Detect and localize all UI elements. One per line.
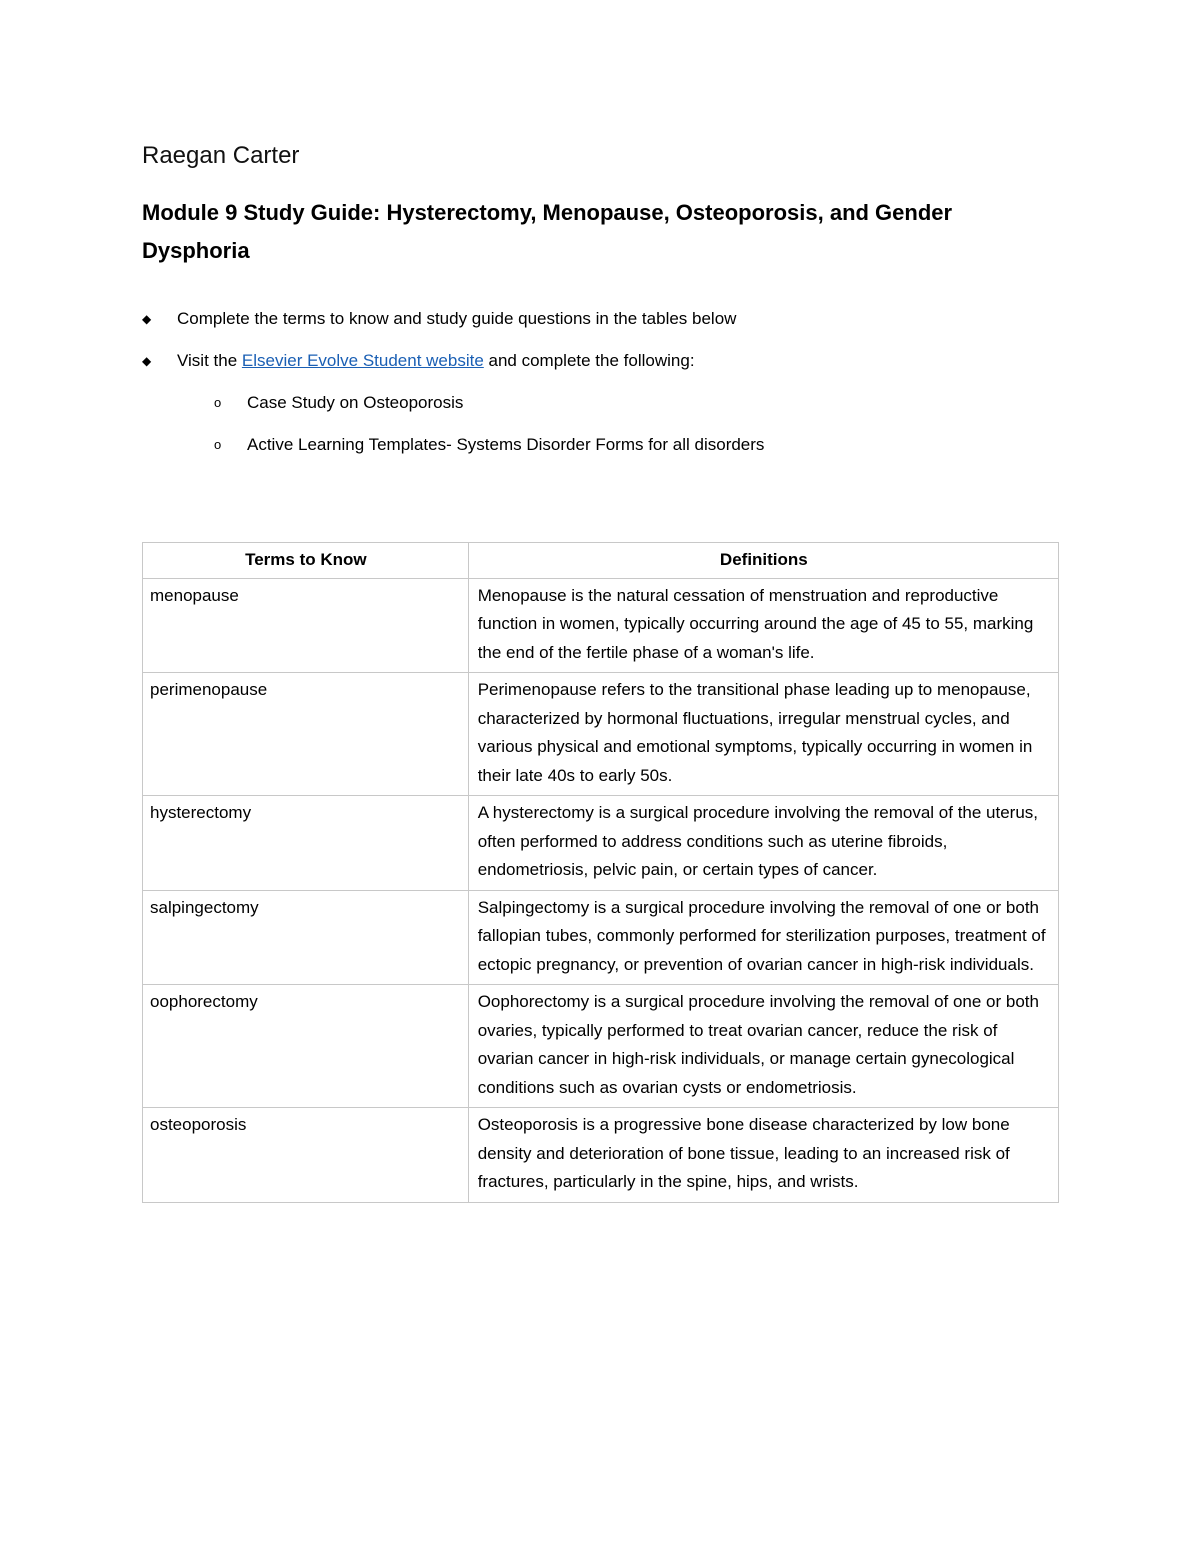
- definition-cell: A hysterectomy is a surgical procedure involving the removal of the uterus, often performed to address conditions such as uterine fibroids, endometriosis, pelvic pain, or certain types of cancer.: [468, 796, 1058, 891]
- definition-cell: Perimenopause refers to the transitional phase leading up to menopause, characterized by hormonal fluctuations, irregular menstrual cycles, and various physical and emotional symptoms, typically occurring in women in their late 40s to early 50s.: [468, 673, 1058, 796]
- column-header-definitions: Definitions: [468, 543, 1058, 579]
- instruction-text: Complete the terms to know and study guide questions in the tables below: [177, 309, 737, 328]
- sub-bullet-icon: o: [214, 395, 222, 410]
- instruction-prefix: Visit the: [177, 351, 242, 370]
- sub-instruction-item: [142, 389, 1062, 431]
- bullet-icon: ◆: [142, 354, 152, 368]
- sub-bullet-icon: o: [214, 437, 222, 452]
- terms-table: [142, 542, 1059, 1203]
- table-row: [143, 890, 1059, 985]
- evolve-website-link[interactable]: Elsevier Evolve Student website: [241, 351, 484, 370]
- instruction-text: [177, 347, 695, 375]
- term-cell: perimenopause: [143, 673, 469, 796]
- sub-instruction-text: Active Learning Templates- Systems Disorder Forms for all disorders: [247, 435, 765, 454]
- column-header-terms: Terms to Know: [143, 543, 469, 579]
- definition-cell: Oophorectomy is a surgical procedure involving the removal of one or both ovaries, typically performed to treat ovarian cancer, reduce the risk of ovarian cancer in high-risk individuals, or manage certain gynecological conditions such as ovarian cysts or endometriosis.: [468, 985, 1058, 1108]
- table-row: [143, 985, 1059, 1108]
- table-row: [143, 1108, 1059, 1203]
- author-name: Raegan Carter: [142, 142, 300, 169]
- bullet-icon: ◆: [142, 312, 152, 326]
- term-cell: salpingectomy: [143, 890, 469, 985]
- document-title: Module 9 Study Guide: Hysterectomy, Menopause, Osteoporosis, and Gender Dysphoria: [142, 200, 953, 263]
- definition-cell: Menopause is the natural cessation of menstruation and reproductive function in women, typically occurring around the age of 45 to 55, marking the end of the fertile phase of a woman's life.: [468, 578, 1058, 673]
- table-row: [143, 796, 1059, 891]
- term-cell: hysterectomy: [143, 796, 469, 891]
- instruction-suffix: and complete the following:: [483, 351, 695, 370]
- instruction-item: [142, 347, 1062, 389]
- sub-instruction-item: [142, 431, 1062, 473]
- term-cell: menopause: [143, 578, 469, 673]
- definition-cell: Osteoporosis is a progressive bone disease characterized by low bone density and deterioration of bone tissue, leading to an increased risk of fractures, particularly in the spine, hips, and wrists.: [468, 1108, 1058, 1203]
- sub-instruction-text: Case Study on Osteoporosis: [247, 393, 464, 412]
- term-cell: oophorectomy: [143, 985, 469, 1108]
- table-row: [143, 578, 1059, 673]
- table-header-row: [143, 543, 1059, 579]
- instruction-list: [142, 305, 1062, 473]
- table-row: [143, 673, 1059, 796]
- definition-cell: Salpingectomy is a surgical procedure involving the removal of one or both fallopian tubes, commonly performed for sterilization purposes, treatment of ectopic pregnancy, or prevention of ovarian cancer in high-risk individuals.: [468, 890, 1058, 985]
- instruction-item: [142, 305, 1062, 347]
- term-cell: osteoporosis: [143, 1108, 469, 1203]
